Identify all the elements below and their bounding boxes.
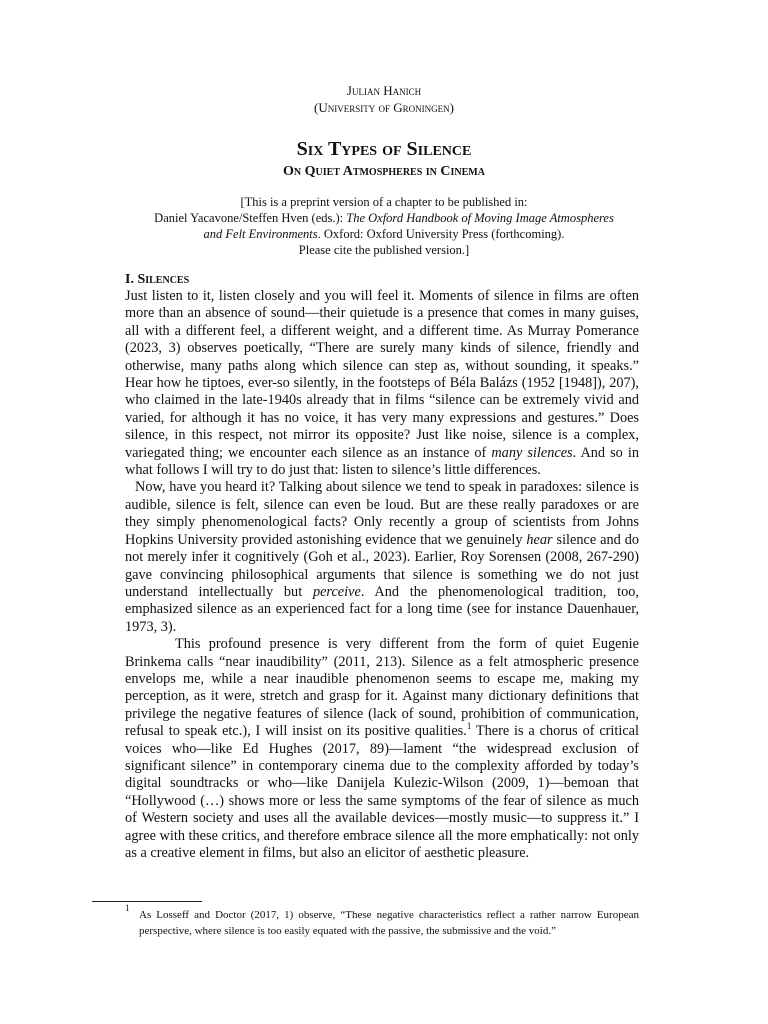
author-name: Julian Hanich (346, 83, 422, 98)
preprint-note (0, 194, 768, 258)
paragraph-2 (125, 479, 639, 636)
body-text (125, 288, 639, 862)
author-affiliation: (University of Groningen) (314, 100, 454, 115)
footnote-reference[interactable]: 1 (466, 721, 472, 732)
emphasis-perceive: perceive (312, 583, 361, 600)
paragraph-1 (125, 288, 639, 479)
preprint-note-line-3 (0, 226, 768, 242)
emphasis-many-silences: many silences (491, 444, 573, 461)
preprint-note-line-1: [This is a preprint version of a chapter to be published in: (240, 195, 528, 209)
paragraph-3-text-a: This profound presence is very different from the form of quiet Eugenie Brinkema calls “near inaudibility” (2011, 213). Silence as a felt atmospheric presence envelops me, while a near inaudible phenomenon seems to escape me, making my perception, as it were, stretch and grasp for it. Against many dictionary definitions that privilege the negative features of silence (lack of sound, prohibition of communication, refusal to speak etc.), I will insist on its positive qualities. (125, 636, 639, 740)
paragraph-2-text-b: silence and do not merely infer it cognitively (Goh et al., 2023). Earlier, Roy Sorensen (2008, 267-290) gave convincing philosophical arguments that silence is something we do not just understand intellectually but (125, 531, 639, 600)
section-heading: I. Silences (125, 272, 190, 287)
paragraph-3 (125, 636, 639, 862)
chapter-subtitle: On Quiet Atmospheres in Cinema (283, 164, 485, 179)
footnote-text: As Losseff and Doctor (2017, 1) observe, “These negative characteristics reflect a rather narrow European perspective, where silence is too easily equated with the passive, the submissive and the void.” (139, 909, 639, 937)
chapter-title: Six Types of Silence (296, 138, 472, 160)
paragraph-1-text-a: Just listen to it, listen closely and you will feel it. Moments of silence in films are often more than an absence of sound—their quietude is a presence that comes in many guises, all with a different feel, a different weight, and a different time. As Murray Pomerance (2023, 3) observes poetically, “There are surely many kinds of silence, friendly and otherwise, many paths along which silence can step as, without sounding, it speaks.” Hear how he tiptoes, ever-so silently, in the footsteps of Béla Balázs (1952 [1948]), 207), who claimed in the late-1940s already that in films “silence can be extremely vivid and varied, for although it has no voice, it has very many expressions and gestures.” Does silence, in this respect, not mirror its opposite? Just like noise, silence is a complex, variegated thing; we encounter each silence as an instance of (125, 288, 639, 461)
emphasis-hear: hear (526, 531, 553, 548)
paragraph-2-text-c: . And the phenomenological tradition, too, emphasized silence as an experienced fact for a long time (see for instance Dauenhauer, 1973, 3). (125, 583, 639, 635)
preprint-note-line-4: Please cite the published version.] (298, 243, 470, 257)
editors-text: Daniel Yacavone/Steffen Hven (eds.): (154, 211, 347, 225)
author-block (0, 82, 768, 116)
preprint-note-line-2 (0, 210, 768, 226)
footnote: 1 As Losseff and Doctor (2017, 1) observe, “These negative characteristics reflect a rather narrow European perspective, where silence is too easily equated with the passive, the submissive and the void.” (125, 908, 639, 939)
publisher-text: . Oxford: Oxford University Press (forthcoming). (317, 227, 565, 241)
book-title-part-2: and Felt Environments (203, 227, 318, 241)
paragraph-2-text-a: Now, have you heard it? Talking about silence we tend to speak in paradoxes: silence is audible, silence is felt, silence can even be loud. But are these really paradoxes or are they simply phenomenological facts? Only recently a group of scientists from Johns Hopkins University provided astonishing evidence that we genuinely (125, 479, 639, 548)
book-title-part-1: The Oxford Handbook of Moving Image Atmospheres (346, 211, 614, 225)
paragraph-1-text-b: . And so in what follows I will try to do just that: listen to silence’s little differences. (125, 444, 639, 479)
paragraph-3-text-b: There is a chorus of critical voices who—like Ed Hughes (2017, 89)—lament “the widespread exclusion of significant silence” in contemporary cinema due to the complexity afforded by today’s digital soundtracks or who—like Danijela Kulezic-Wilson (2009, 1)—bemoan that “Hollywood (…) shows more or less the same symptoms of the fear of silence as much of Western society and uses all the available devices—mostly music—to suppress it.” I agree with these critics, and therefore embrace silence all the more emphatically: not only as a creative element in films, but also an elicitor of aesthetic pleasure. (125, 723, 640, 861)
footnote-divider (92, 901, 202, 902)
